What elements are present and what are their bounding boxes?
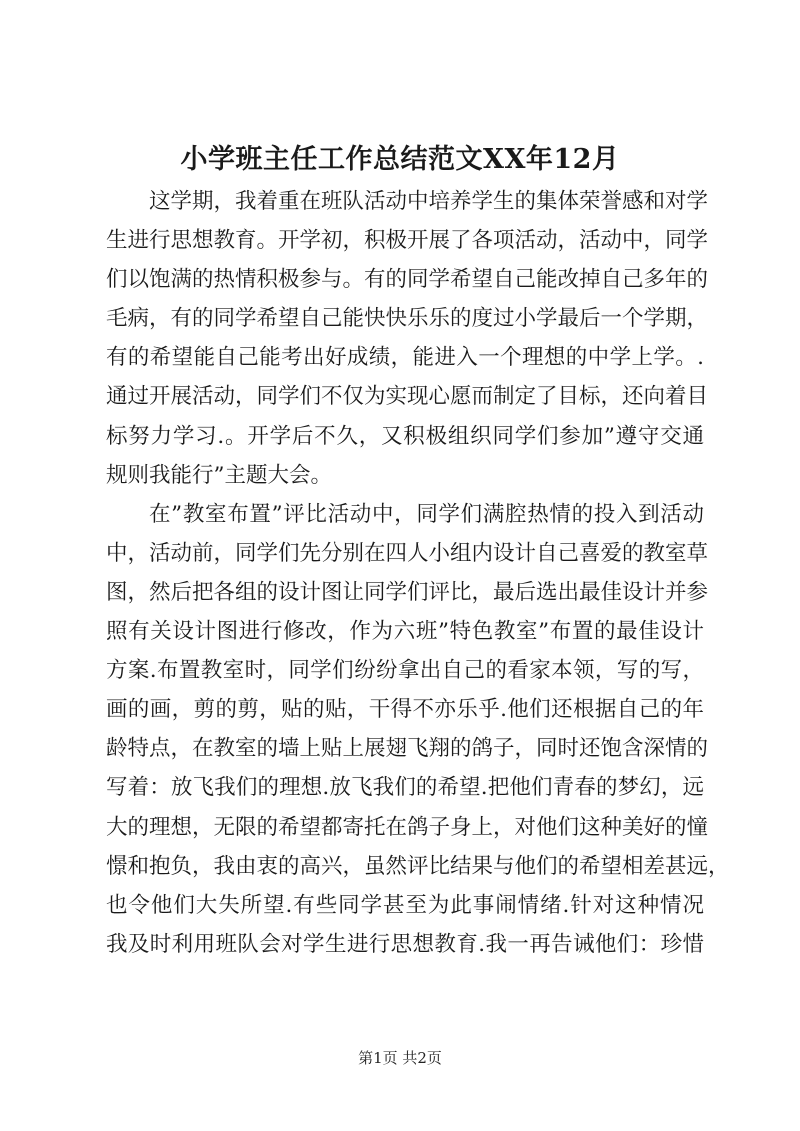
paragraph-1	[106, 182, 709, 495]
text-line: 在”教室布置”评比活动中，同学们满腔热情的投入到活动	[149, 501, 704, 527]
text-line: 通过开展活动，同学们不仅为实现心愿而制定了目标，还向着目	[106, 384, 709, 410]
text-line: 写着：放飞我们的理想.放飞我们的希望.把他们青春的梦幻，远	[106, 775, 704, 801]
text-line: 标努力学习.。开学后不久，又积极组织同学们参加”遵守交通	[106, 423, 704, 449]
text-line: 生进行思想教育。开学初，积极开展了各项活动，活动中，同学	[106, 228, 709, 254]
text-line: 有的希望能自己能考出好成绩，能进入一个理想的中学上学。.	[106, 345, 704, 371]
paragraph-2	[106, 495, 730, 964]
text-line: 照有关设计图进行修改，作为六班”特色教室”布置的最佳设计	[106, 619, 704, 645]
text-line: 规则我能行”主题大会。	[106, 462, 332, 488]
text-line: 毛病，有的同学希望自己能快快乐乐的度过小学最后一个学期，	[106, 306, 709, 332]
text-line: 也令他们大失所望.有些同学甚至为此事闹情绪.针对这种情况	[106, 892, 704, 918]
text-line: 龄特点，在教室的墙上贴上展翅飞翔的鸽子，同时还饱含深情的	[106, 736, 709, 762]
text-line: 画的画，剪的剪，贴的贴，干得不亦乐乎.他们还根据自己的年	[106, 697, 704, 723]
text-line: 这学期，我着重在班队活动中培养学生的集体荣誉感和对学	[149, 189, 709, 214]
document-body	[106, 182, 730, 964]
text-line: 们以饱满的热情积极参与。有的同学希望自己能改掉自己多年的	[106, 267, 709, 293]
text-line: 大的理想，无限的希望都寄托在鸽子身上，对他们这种美好的憧	[106, 814, 709, 840]
text-line: 方案.布置教室时，同学们纷纷拿出自己的看家本领，写的写，	[106, 658, 704, 684]
text-line: 中，活动前，同学们先分别在四人小组内设计自己喜爱的教室草	[106, 540, 709, 566]
text-line: 憬和抱负，我由衷的高兴，虽然评比结果与他们的希望相差甚远，	[106, 853, 730, 879]
text-line: 我及时利用班队会对学生进行思想教育.我一再告诫他们：珍惜	[106, 931, 704, 957]
document-title: 小学班主任工作总结范文XX年12月	[180, 144, 620, 175]
page-footer: 第1页 共2页	[358, 1049, 442, 1067]
text-line: 图，然后把各组的设计图让同学们评比，最后选出最佳设计并参	[106, 579, 709, 605]
